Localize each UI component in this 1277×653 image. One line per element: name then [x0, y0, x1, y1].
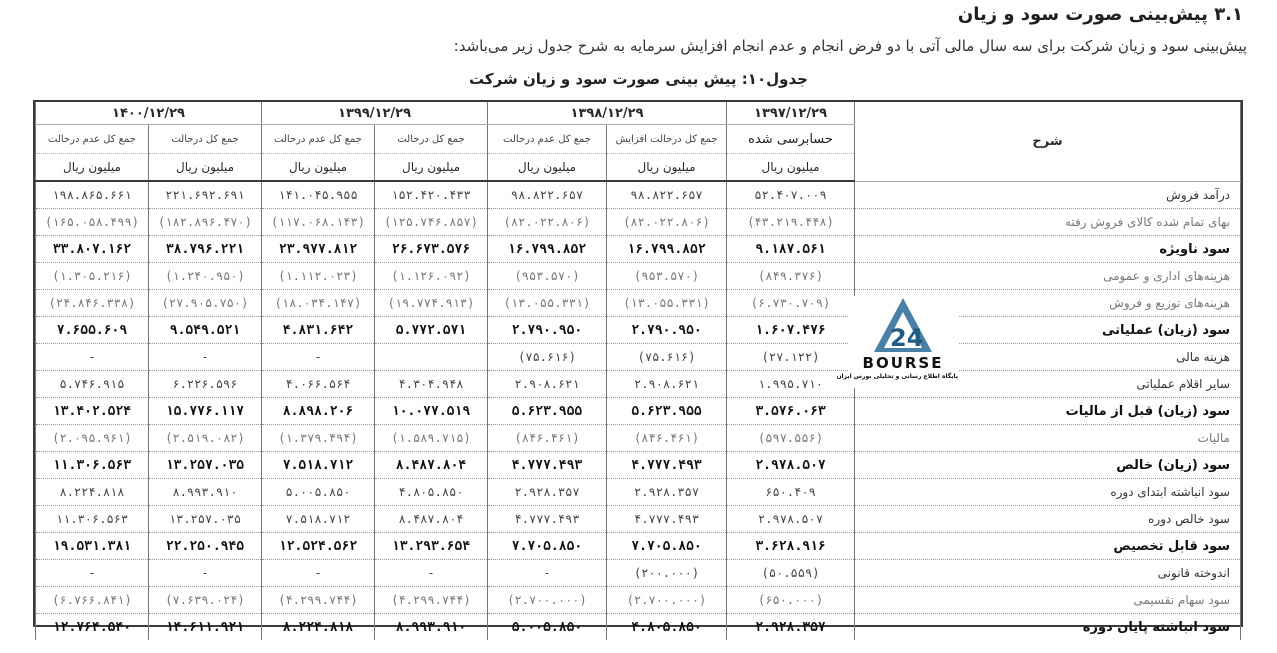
value-cell: - [375, 560, 488, 587]
value-cell: ۷.۶۵۵.۶۰۹ [36, 317, 149, 344]
value-cell: (۱۶۵.۰۵۸.۴۹۹) [36, 209, 149, 236]
value-cell: (۱۹.۷۷۴.۹۱۳) [375, 290, 488, 317]
unit-label: میلیون ریال [488, 154, 607, 182]
value-cell: ۷.۷۰۵.۸۵۰ [607, 533, 727, 560]
bourse-logo [836, 296, 958, 388]
value-cell: ۳۳.۸۰۷.۱۶۲ [36, 236, 149, 263]
value-cell: ۱۳.۲۵۷.۰۳۵ [149, 506, 262, 533]
table-row [36, 181, 1241, 209]
table-caption: جدول۱۰: پیش بینی صورت سود و زیان شرکت [469, 70, 808, 88]
table-row [36, 506, 1241, 533]
value-cell: (۱.۱۱۲.۰۲۳) [262, 263, 375, 290]
value-cell: ۵.۰۰۵.۸۵۰ [488, 614, 607, 641]
value-cell: ۴.۷۷۷.۴۹۳ [607, 506, 727, 533]
value-cell: ۳.۵۷۶.۰۶۳ [727, 398, 855, 425]
value-cell: ۴.۳۰۴.۹۴۸ [375, 371, 488, 398]
row-description: هزینه‌های اداری و عمومی [855, 263, 1241, 290]
value-cell: ۹۸.۸۲۲.۶۵۷ [607, 181, 727, 209]
value-cell: ۸.۹۹۳.۹۱۰ [375, 614, 488, 641]
value-cell: - [149, 344, 262, 371]
table-row [36, 533, 1241, 560]
value-cell: ۱۳.۴۰۲.۵۲۴ [36, 398, 149, 425]
value-cell: (۲.۵۱۹.۰۸۲) [149, 425, 262, 452]
col-1400-increase: جمع کل درحالت [149, 125, 262, 154]
value-cell: ۱۲.۵۲۴.۵۶۲ [262, 533, 375, 560]
value-cell: - [262, 344, 375, 371]
value-cell: ۲۶.۶۷۳.۵۷۶ [375, 236, 488, 263]
table-row [36, 209, 1241, 236]
value-cell: ۱.۹۹۵.۷۱۰ [727, 371, 855, 398]
value-cell [375, 344, 488, 371]
value-cell: ۹۸.۸۲۲.۶۵۷ [488, 181, 607, 209]
row-description: سود انباشته پایان دوره [855, 614, 1241, 641]
value-cell: (۸۲.۰۲۲.۸۰۶) [488, 209, 607, 236]
value-cell: ۲.۹۲۸.۳۵۷ [727, 614, 855, 641]
section-heading: ۳.۱ پیش‌بینی صورت سود و زیان [957, 4, 1243, 25]
value-cell: ۲.۹۷۸.۵۰۷ [727, 452, 855, 479]
value-cell: ۱۶.۷۹۹.۸۵۲ [488, 236, 607, 263]
income-statement-table [33, 100, 1243, 635]
value-cell: (۱۳.۰۵۵.۳۳۱) [607, 290, 727, 317]
col-1398-no-increase: جمع کل عدم درحالت [488, 125, 607, 154]
value-cell: ۹.۵۴۹.۵۲۱ [149, 317, 262, 344]
value-cell: (۱۸۲.۸۹۶.۴۷۰) [149, 209, 262, 236]
value-cell: ۲۲.۲۵۰.۹۴۵ [149, 533, 262, 560]
unit-label: میلیون ریال [149, 154, 262, 182]
value-cell: ۱۵.۷۷۶.۱۱۷ [149, 398, 262, 425]
value-cell: ۸.۴۸۷.۸۰۴ [375, 506, 488, 533]
description-header: شرح [855, 102, 1241, 181]
value-cell: (۱۱۷.۰۶۸.۱۴۳) [262, 209, 375, 236]
value-cell: ۴.۸۳۱.۶۴۲ [262, 317, 375, 344]
value-cell: ۱۰.۰۷۷.۵۱۹ [375, 398, 488, 425]
table-row [36, 560, 1241, 587]
table-row [36, 371, 1241, 398]
value-cell: ۱۴۱.۰۴۵.۹۵۵ [262, 181, 375, 209]
value-cell: ۴.۷۷۷.۴۹۳ [488, 506, 607, 533]
value-cell: ۴.۸۰۵.۸۵۰ [607, 614, 727, 641]
value-cell: ۵.۶۲۳.۹۵۵ [607, 398, 727, 425]
value-cell: (۱.۲۴۰.۹۵۰) [149, 263, 262, 290]
value-cell: - [262, 560, 375, 587]
value-cell: ۲۳.۹۷۷.۸۱۲ [262, 236, 375, 263]
table-row [36, 317, 1241, 344]
value-cell: (۷۵.۶۱۶) [607, 344, 727, 371]
value-cell: (۱.۵۸۹.۷۱۵) [375, 425, 488, 452]
value-cell: ۱۳.۲۵۷.۰۳۵ [149, 452, 262, 479]
value-cell: (۸۲.۰۲۲.۸۰۶) [607, 209, 727, 236]
value-cell: ۱۳.۲۹۳.۶۵۴ [375, 533, 488, 560]
table-row [36, 425, 1241, 452]
value-cell: (۴۳.۲۱۹.۴۴۸) [727, 209, 855, 236]
table-row [36, 344, 1241, 371]
value-cell: ۸.۸۹۸.۲۰۶ [262, 398, 375, 425]
value-cell: (۲۷.۱۲۲) [727, 344, 855, 371]
row-description: بهای تمام شده کالای فروش رفته [855, 209, 1241, 236]
value-cell: ۸.۲۲۴.۸۱۸ [36, 479, 149, 506]
value-cell: (۸۴۹.۳۷۶) [727, 263, 855, 290]
col-1399-increase: جمع کل درحالت [375, 125, 488, 154]
value-cell: (۵۹۷.۵۵۶) [727, 425, 855, 452]
value-cell: - [149, 560, 262, 587]
col-1399-no-increase: جمع کل عدم درحالت [262, 125, 375, 154]
value-cell: ۲.۹۲۸.۳۵۷ [488, 479, 607, 506]
row-description: هزینه‌های توزیع و فروش [855, 290, 1241, 317]
value-cell: ۲.۹۲۸.۳۵۷ [607, 479, 727, 506]
table-row [36, 587, 1241, 614]
value-cell: ۱.۶۰۷.۴۷۶ [727, 317, 855, 344]
table-row [36, 398, 1241, 425]
value-cell: ۴.۰۶۶.۵۶۴ [262, 371, 375, 398]
value-cell: ۱۴.۶۱۱.۹۲۱ [149, 614, 262, 641]
value-cell: ۳.۶۲۸.۹۱۶ [727, 533, 855, 560]
row-description: درآمد فروش [855, 181, 1241, 209]
value-cell: - [36, 560, 149, 587]
row-description: هزینه مالی [855, 344, 1241, 371]
value-cell: (۲.۷۰۰.۰۰۰) [607, 587, 727, 614]
table-row [36, 452, 1241, 479]
value-cell: ۲.۹۰۸.۶۲۱ [488, 371, 607, 398]
year-header-1398: ۱۳۹۸/۱۲/۲۹ [488, 102, 727, 125]
value-cell: ۲.۷۹۰.۹۵۰ [607, 317, 727, 344]
value-cell: (۹۵۳.۵۷۰) [488, 263, 607, 290]
value-cell: (۱.۳۰۵.۲۱۶) [36, 263, 149, 290]
col-1400-no-increase: جمع کل عدم درحالت [36, 125, 149, 154]
value-cell: (۲.۷۰۰.۰۰۰) [488, 587, 607, 614]
intro-paragraph: پیش‌بینی سود و زیان شرکت برای سه سال مالی آتی با دو فرض انجام و عدم انجام افزایش سرمایه به شرح جدول زیر می‌باشد: [453, 37, 1247, 55]
value-cell: ۹.۱۸۷.۵۶۱ [727, 236, 855, 263]
row-description: سود قابل تخصیص [855, 533, 1241, 560]
value-cell: ۱۹.۵۳۱.۳۸۱ [36, 533, 149, 560]
value-cell: (۶.۷۳۰.۷۰۹) [727, 290, 855, 317]
value-cell: (۴.۲۹۹.۷۴۴) [262, 587, 375, 614]
value-cell: (۱۳.۰۵۵.۳۳۱) [488, 290, 607, 317]
value-cell: ۲۲۱.۶۹۲.۶۹۱ [149, 181, 262, 209]
value-cell: (۲۴.۸۴۶.۳۳۸) [36, 290, 149, 317]
value-cell: ۷.۵۱۸.۷۱۲ [262, 506, 375, 533]
value-cell: (۷۵.۶۱۶) [488, 344, 607, 371]
value-cell: ۱۲.۷۶۴.۵۴۰ [36, 614, 149, 641]
row-description: سود (زیان) خالص [855, 452, 1241, 479]
value-cell: ۵.۷۴۶.۹۱۵ [36, 371, 149, 398]
value-cell: ۲.۹۷۸.۵۰۷ [727, 506, 855, 533]
value-cell: - [488, 560, 607, 587]
unit-label: میلیون ریال [262, 154, 375, 182]
row-description: سود خالص دوره [855, 506, 1241, 533]
value-cell: (۹۵۳.۵۷۰) [607, 263, 727, 290]
unit-label: میلیون ریال [36, 154, 149, 182]
value-cell: ۵۲.۴۰۷.۰۰۹ [727, 181, 855, 209]
value-cell: (۸۴۶.۴۶۱) [488, 425, 607, 452]
value-cell: ۱۶.۷۹۹.۸۵۲ [607, 236, 727, 263]
table-row [36, 290, 1241, 317]
logo-text: BOURSE [862, 354, 944, 372]
value-cell: ۵.۰۰۵.۸۵۰ [262, 479, 375, 506]
value-cell: ۱۵۲.۴۲۰.۴۳۳ [375, 181, 488, 209]
row-description: سود (زیان) عملیاتی [855, 317, 1241, 344]
value-cell: ۸.۴۸۷.۸۰۴ [375, 452, 488, 479]
value-cell: ۴.۷۷۷.۴۹۳ [607, 452, 727, 479]
value-cell: ۷.۷۰۵.۸۵۰ [488, 533, 607, 560]
year-header-1399: ۱۳۹۹/۱۲/۲۹ [262, 102, 488, 125]
value-cell: ۲.۷۹۰.۹۵۰ [488, 317, 607, 344]
value-cell: (۴.۲۹۹.۷۴۴) [375, 587, 488, 614]
value-cell: ۶.۲۲۶.۵۹۶ [149, 371, 262, 398]
value-cell: ۱۱.۳۰۶.۵۶۳ [36, 506, 149, 533]
row-description: سود سهام تقسیمی [855, 587, 1241, 614]
unit-label: میلیون ریال [727, 154, 855, 182]
value-cell: (۲۷.۹۰۵.۷۵۰) [149, 290, 262, 317]
value-cell: (۱۲۵.۷۴۶.۸۵۷) [375, 209, 488, 236]
value-cell: (۸۴۶.۴۶۱) [607, 425, 727, 452]
col-1398-increase: جمع کل درحالت افزایش [607, 125, 727, 154]
year-header-1400: ۱۴۰۰/۱۲/۲۹ [36, 102, 262, 125]
unit-label: میلیون ریال [607, 154, 727, 182]
row-description: سود انباشته ابتدای دوره [855, 479, 1241, 506]
value-cell: ۸.۲۲۴.۸۱۸ [262, 614, 375, 641]
value-cell: ۱۱.۳۰۶.۵۶۳ [36, 452, 149, 479]
value-cell: ۴.۷۷۷.۴۹۳ [488, 452, 607, 479]
value-cell: ۵.۶۲۳.۹۵۵ [488, 398, 607, 425]
value-cell: ۱۹۸.۸۶۵.۶۶۱ [36, 181, 149, 209]
value-cell: (۱.۳۷۹.۴۹۴) [262, 425, 375, 452]
year-header-1397: ۱۳۹۷/۱۲/۲۹ [727, 102, 855, 125]
logo-subtitle: پایگاه اطلاع رسانی و تحلیلی بورس ایران [836, 373, 958, 380]
value-cell: ۸.۹۹۳.۹۱۰ [149, 479, 262, 506]
table-row [36, 479, 1241, 506]
value-cell: ۷.۵۱۸.۷۱۲ [262, 452, 375, 479]
row-description: سایر اقلام عملیاتی [855, 371, 1241, 398]
value-cell: (۲.۰۹۵.۹۶۱) [36, 425, 149, 452]
value-cell: - [36, 344, 149, 371]
value-cell: ۴.۸۰۵.۸۵۰ [375, 479, 488, 506]
value-cell: (۶.۷۶۶.۸۴۱) [36, 587, 149, 614]
value-cell: (۶۵۰.۰۰۰) [727, 587, 855, 614]
unit-label: میلیون ریال [375, 154, 488, 182]
value-cell: ۲.۹۰۸.۶۲۱ [607, 371, 727, 398]
row-description: اندوخته قانونی [855, 560, 1241, 587]
row-description: سود ناویژه [855, 236, 1241, 263]
svg-text:24: 24 [890, 324, 924, 352]
row-description: سود (زیان) قبل از مالیات [855, 398, 1241, 425]
col-1397-audited: حسابرسی شده [727, 125, 855, 154]
value-cell: (۲۰۰.۰۰۰) [607, 560, 727, 587]
value-cell: (۱۸.۰۳۴.۱۴۷) [262, 290, 375, 317]
table-row [36, 236, 1241, 263]
value-cell: (۷.۶۳۹.۰۲۴) [149, 587, 262, 614]
row-description: مالیات [855, 425, 1241, 452]
value-cell: ۳۸.۷۹۶.۲۲۱ [149, 236, 262, 263]
table-row [36, 614, 1241, 641]
value-cell: ۵.۷۷۲.۵۷۱ [375, 317, 488, 344]
value-cell: (۱.۱۲۶.۰۹۲) [375, 263, 488, 290]
table-row [36, 263, 1241, 290]
value-cell: (۵۰.۵۵۹) [727, 560, 855, 587]
value-cell: ۶۵۰.۴۰۹ [727, 479, 855, 506]
